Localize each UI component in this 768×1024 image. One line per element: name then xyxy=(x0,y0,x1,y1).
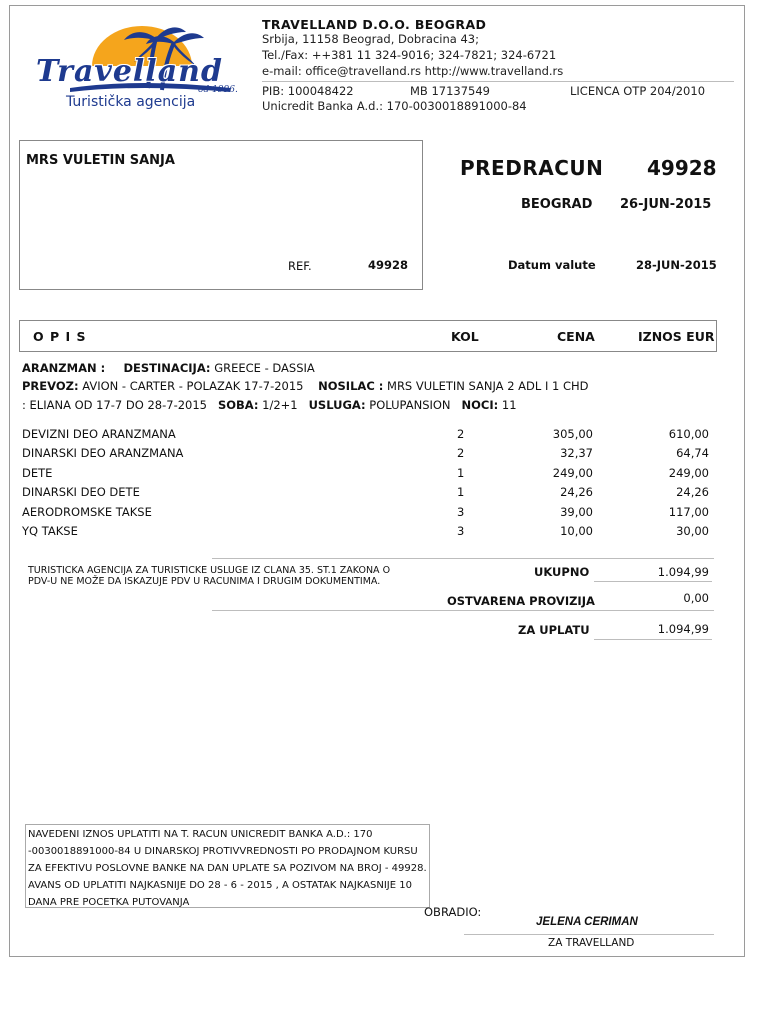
item-desc: DINARSKI DEO DETE xyxy=(22,485,140,499)
company-phone: Tel./Fax: ++381 11 324-9016; 324-7821; 324-6721 xyxy=(262,48,557,62)
item-qty: 2 xyxy=(457,427,465,441)
noci-label: NOCI: xyxy=(461,398,499,412)
vat-note-line-1: TURISTICKA AGENCIJA ZA TURISTICKE USLUGE IZ CLANA 35. ST.1 ZAKONA O xyxy=(28,565,391,576)
company-email-web: e-mail: office@travelland.rs http://www.travelland.rs xyxy=(262,64,564,78)
logo-subtitle: Turistička agencija xyxy=(66,94,196,110)
ref-label: REF. xyxy=(288,259,312,273)
company-licence: LICENCA OTP 204/2010 xyxy=(570,84,706,98)
company-pib: PIB: 100048422 xyxy=(262,84,354,98)
soba-value: 1/2+1 xyxy=(262,398,298,412)
soba-label: SOBA: xyxy=(217,398,259,412)
provizija-label: OSTVARENA PROVIZIJA xyxy=(447,594,595,608)
item-qty: 2 xyxy=(457,446,465,460)
line3-value: : ELIANA OD 17-7 DO 28-7-2015 xyxy=(22,398,207,412)
ukupno-label: UKUPNO xyxy=(534,565,590,579)
item-amount: 610,00 xyxy=(668,427,709,441)
provizija-value: 0,00 xyxy=(683,591,709,605)
uplata-value: 1.094,99 xyxy=(657,622,709,636)
arrangement-line-3 xyxy=(22,398,517,412)
item-amount: 64,74 xyxy=(676,446,709,460)
item-amount: 24,26 xyxy=(676,485,709,499)
item-desc: DETE xyxy=(22,466,53,480)
logo-since: od 1996. xyxy=(198,85,238,95)
item-qty: 3 xyxy=(457,505,465,519)
client-name: MRS VULETIN SANJA xyxy=(26,153,175,168)
payment-note: NAVEDENI IZNOS UPLATITI NA T. RACUN UNICREDIT BANKA A.D.: 170 -0030018891000-84 U DINARSKOJ PROTIVVREDNOSTI PO PRODAJNOM KURSU ZA EFEKTIVU POSLOVNE BANKE NA DAN UPLATE SA POZIVOM NA BROJ - 49928. AVANS OD UPLATITI NAJKASNIJE DO 28 - 6 - 2015 , A OSTATAK NAJKASNIJE 10 DANA PRE POCETKA PUTOVANJA xyxy=(28,829,427,908)
totals-divider-bottom xyxy=(212,610,714,611)
nosilac-value: MRS VULETIN SANJA 2 ADL I 1 CHD xyxy=(387,379,589,393)
logo-wordmark: Travelland xyxy=(36,54,223,89)
company-name: TRAVELLAND D.O.O. BEOGRAD xyxy=(262,17,487,32)
usluga-label: USLUGA: xyxy=(308,398,366,412)
signature-line xyxy=(464,934,714,935)
usluga-value: POLUPANSION xyxy=(369,398,451,412)
value-date-label: Datum valute xyxy=(508,258,596,272)
arrangement-line-2 xyxy=(22,379,589,393)
item-price: 305,00 xyxy=(552,427,593,441)
item-price: 249,00 xyxy=(552,466,593,480)
ukupno-value: 1.094,99 xyxy=(657,565,709,579)
table-row xyxy=(22,505,152,519)
item-desc: AERODROMSKE TAKSE xyxy=(22,505,152,519)
item-price: 32,37 xyxy=(560,446,593,460)
document-number: 49928 xyxy=(647,156,717,180)
uplata-label: ZA UPLATU xyxy=(518,623,590,637)
obradio-label: OBRADIO: xyxy=(424,905,482,919)
ref-value: 49928 xyxy=(368,258,409,272)
header-desc: O P I S xyxy=(33,329,87,344)
prevoz-label: PREVOZ: xyxy=(22,379,79,393)
ukupno-underline xyxy=(594,581,712,582)
item-price: 24,26 xyxy=(560,485,593,499)
header-amount: IZNOS EUR xyxy=(638,329,715,344)
company-address: Srbija, 11158 Beograd, Dobracina 43; xyxy=(262,32,479,46)
item-amount: 30,00 xyxy=(676,524,709,538)
company-bank: Unicredit Banka A.d.: 170-0030018891000-84 xyxy=(262,99,527,113)
table-row xyxy=(22,524,78,538)
company-mb: MB 17137549 xyxy=(410,84,491,98)
table-row xyxy=(22,466,52,480)
items-table-header xyxy=(19,320,717,352)
noci-value: 11 xyxy=(501,398,517,412)
item-price: 10,00 xyxy=(560,524,593,538)
vat-note-line-2: PDV-U NE MOŽE DA ISKAZUJE PDV U RACUNIMA I DRUGIM DOKUMENTIMA. xyxy=(28,576,381,587)
item-price: 39,00 xyxy=(560,505,593,519)
document-city: BEOGRAD xyxy=(521,197,593,212)
item-qty: 1 xyxy=(457,466,465,480)
header-divider xyxy=(262,81,734,82)
prevoz-value: AVION - CARTER - POLAZAK 17-7-2015 xyxy=(82,379,304,393)
aranzman-label: ARANZMAN : xyxy=(22,361,106,375)
destinacija-label: DESTINACIJA: xyxy=(123,361,211,375)
item-amount: 249,00 xyxy=(668,466,709,480)
item-amount: 117,00 xyxy=(668,505,709,519)
company-logo xyxy=(30,18,250,118)
table-row xyxy=(22,427,176,441)
uplata-underline xyxy=(594,639,712,640)
item-qty: 3 xyxy=(457,524,465,538)
document-date: 26-JUN-2015 xyxy=(620,197,712,212)
item-desc: DEVIZNI DEO ARANZMANA xyxy=(22,427,176,441)
item-desc: YQ TAKSE xyxy=(22,524,78,538)
document-title: PREDRACUN xyxy=(460,156,604,180)
item-qty: 1 xyxy=(457,485,465,499)
value-date: 28-JUN-2015 xyxy=(636,258,717,272)
nosilac-label: NOSILAC : xyxy=(318,379,384,393)
table-row xyxy=(22,485,140,499)
signatory-company: ZA TRAVELLAND xyxy=(548,937,635,949)
header-price: CENA xyxy=(557,329,595,344)
table-row xyxy=(22,446,183,460)
totals-divider-top xyxy=(212,558,714,559)
arrangement-line-1 xyxy=(22,361,315,375)
header-qty: KOL xyxy=(451,329,479,344)
destinacija-value: GREECE - DASSIA xyxy=(214,361,315,375)
item-desc: DINARSKI DEO ARANZMANA xyxy=(22,446,184,460)
signatory-name: JELENA CERIMAN xyxy=(536,916,638,928)
